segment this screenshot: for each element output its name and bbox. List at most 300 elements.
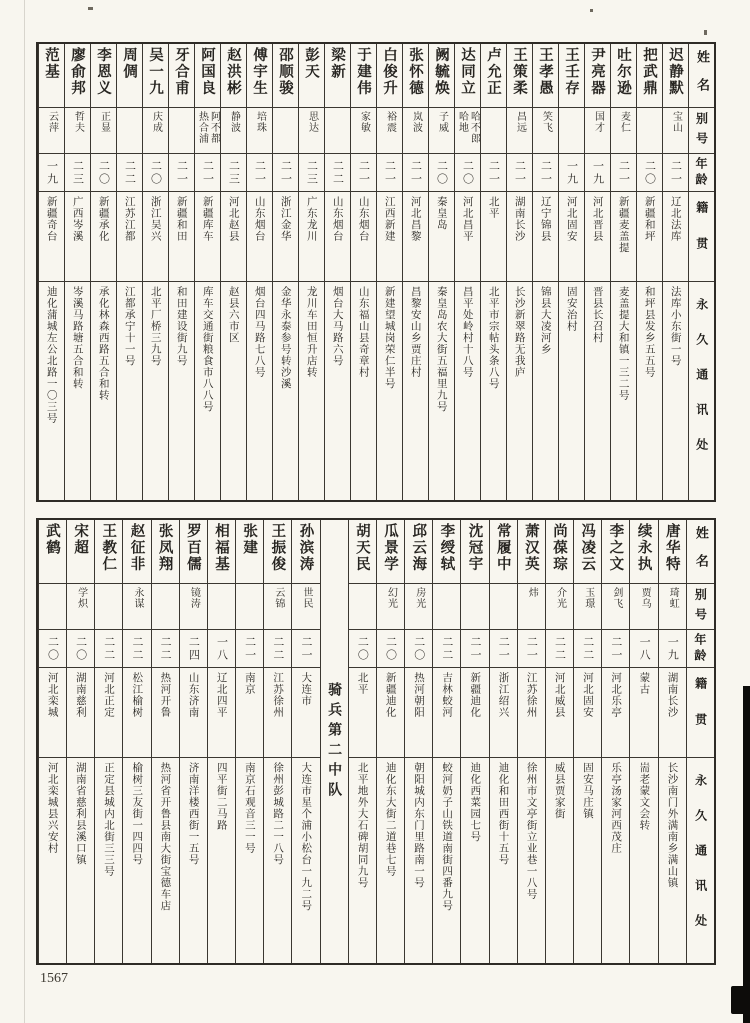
address-cell [95, 758, 122, 963]
person-column [658, 520, 686, 963]
person-address: 济南洋楼西街一五号 [187, 762, 200, 866]
address-cell [574, 758, 601, 963]
alias-cell [247, 108, 272, 154]
person-alias: 玉璟 [582, 587, 594, 609]
name-cell [292, 520, 319, 584]
header-cell-native [689, 192, 714, 282]
alias-cell [481, 108, 506, 154]
age-cell [403, 154, 428, 192]
person-age: 二一 [469, 635, 483, 662]
age-cell [574, 630, 601, 668]
name-cell [117, 44, 142, 108]
person-address: 北平地外大石碑胡同九号 [356, 762, 369, 889]
squadron-label: 骑兵第二中队 [326, 681, 343, 802]
person-name: 冯凌云 [579, 523, 596, 573]
person-name: 阙毓焕 [433, 47, 449, 97]
person-name: 唐华特 [663, 523, 680, 573]
person-native-place: 河北乐亭 [610, 672, 623, 718]
age-cell [351, 154, 376, 192]
person-age: 二〇 [97, 159, 111, 186]
alias-cell [299, 108, 324, 154]
alias-cell [180, 584, 207, 630]
native-place-cell [349, 668, 376, 758]
name-cell [143, 44, 168, 108]
address-cell [247, 282, 272, 500]
native-place-cell [611, 192, 636, 282]
person-age: 二二 [159, 635, 173, 662]
header-alias-label: 别号 [693, 588, 708, 628]
person-age: 二一 [243, 635, 257, 662]
person-age: 二〇 [149, 159, 163, 186]
alias-cell [123, 584, 150, 630]
person-name: 彭天 [303, 47, 319, 80]
person-address: 龙川车田恒升店转 [305, 286, 318, 378]
alias-cell [377, 108, 402, 154]
person-name: 赵征非 [128, 523, 145, 573]
person-native-place: 北平 [487, 196, 500, 219]
person-native-place: 大连市 [300, 672, 313, 707]
person-name: 宋超 [72, 523, 89, 556]
person-column [532, 44, 558, 500]
scan-speck [704, 30, 707, 35]
person-address: 长沙新翠路无我庐 [513, 286, 526, 378]
person-name: 吐尔逊 [615, 47, 631, 97]
native-place-cell [236, 668, 263, 758]
person-column [38, 44, 64, 500]
person-name: 白俊升 [381, 47, 397, 97]
native-place-cell [574, 668, 601, 758]
person-native-place: 河北威县 [553, 672, 566, 718]
person-column [151, 520, 179, 963]
person-name: 张怀德 [407, 47, 423, 97]
person-age: 二一 [497, 635, 511, 662]
person-native-place: 河北固安 [581, 672, 594, 718]
person-native-place: 新疆承化 [97, 196, 110, 242]
person-address: 晋县长召村 [591, 286, 604, 344]
name-cell [247, 44, 272, 108]
person-address: 固安治村 [565, 286, 578, 332]
header-native-label: 籍贯 [694, 201, 709, 273]
address-cell [659, 758, 686, 963]
person-name: 邱云海 [410, 523, 427, 573]
header-cell-name [689, 44, 714, 108]
person-address: 江都承宁十一号 [123, 286, 136, 367]
person-column [348, 520, 376, 963]
native-place-cell [637, 192, 662, 282]
person-column [506, 44, 532, 500]
header-name-label: 姓名 [694, 50, 709, 106]
person-age: 二〇 [435, 159, 449, 186]
address-cell [143, 282, 168, 500]
alias-cell [221, 108, 246, 154]
person-age: 一九 [666, 635, 680, 662]
person-name: 范基 [43, 47, 59, 80]
person-name: 常履中 [494, 523, 511, 573]
header-address-label: 永久通讯处 [693, 774, 708, 949]
person-native-place: 河北赵县 [227, 196, 240, 242]
name-cell [611, 44, 636, 108]
person-alias: 幻光 [385, 587, 397, 609]
header-cell-native [687, 668, 714, 758]
age-cell [117, 154, 142, 192]
name-cell [208, 520, 235, 584]
name-cell [403, 44, 428, 108]
alias-cell [195, 108, 220, 154]
person-column [263, 520, 291, 963]
name-cell [461, 520, 488, 584]
person-alias: 镜涛 [188, 587, 200, 609]
person-name: 把武鼎 [641, 47, 657, 97]
person-column [404, 520, 432, 963]
address-cell [637, 282, 662, 500]
native-place-cell [195, 192, 220, 282]
native-place-cell [39, 668, 66, 758]
alias-cell [663, 108, 688, 154]
address-cell [152, 758, 179, 963]
age-cell [559, 154, 584, 192]
alias-cell [533, 108, 558, 154]
age-cell [490, 630, 517, 668]
native-place-cell [507, 192, 532, 282]
person-alias: 哲夫 [72, 111, 84, 133]
native-place-cell [455, 192, 480, 282]
person-native-place: 新疆奇台 [45, 196, 58, 242]
name-cell [152, 520, 179, 584]
header-cell-alias [689, 108, 714, 154]
address-cell [611, 282, 636, 500]
alias-cell [65, 108, 90, 154]
person-column [122, 520, 150, 963]
name-cell [518, 520, 545, 584]
person-alias: 云萍 [46, 111, 58, 133]
age-cell [349, 630, 376, 668]
name-cell [433, 520, 460, 584]
scan-speck [88, 7, 93, 10]
person-column [64, 44, 90, 500]
alias-cell [292, 584, 319, 630]
native-place-cell [546, 668, 573, 758]
person-age: 二三 [305, 159, 319, 186]
address-cell [455, 282, 480, 500]
person-name: 瓜景学 [382, 523, 399, 573]
age-cell [630, 630, 657, 668]
person-alias: 昌远 [514, 111, 526, 133]
alias-cell [507, 108, 532, 154]
native-place-cell [377, 668, 404, 758]
person-age: 二〇 [461, 159, 475, 186]
address-cell [351, 282, 376, 500]
name-cell [264, 520, 291, 584]
alias-cell [349, 584, 376, 630]
address-cell [490, 758, 517, 963]
person-age: 二〇 [356, 635, 370, 662]
native-place-cell [659, 668, 686, 758]
person-age: 二〇 [74, 635, 88, 662]
alias-cell [546, 584, 573, 630]
native-place-cell [325, 192, 350, 282]
person-alias: 家敏 [358, 111, 370, 133]
address-cell [91, 282, 116, 500]
alias-cell [377, 584, 404, 630]
person-age: 二二 [123, 159, 137, 186]
address-cell [429, 282, 454, 500]
header-cell-age [689, 154, 714, 192]
person-column [376, 520, 404, 963]
age-cell [602, 630, 629, 668]
name-cell [574, 520, 601, 584]
person-address: 迪化和田西街十五号 [497, 762, 510, 866]
table-header-column [686, 520, 714, 963]
person-column [220, 44, 246, 500]
person-name: 达同立 [459, 47, 475, 97]
native-place-cell [663, 192, 688, 282]
native-place-cell [67, 668, 94, 758]
person-age: 二一 [513, 159, 527, 186]
alias-cell [490, 584, 517, 630]
header-cell-address [689, 282, 714, 500]
person-column [517, 520, 545, 963]
person-column [610, 44, 636, 500]
person-address: 蛟河奶子山铁道南街四番九号 [441, 762, 454, 912]
age-cell [433, 630, 460, 668]
roster-table-top [36, 42, 716, 502]
name-cell [546, 520, 573, 584]
person-native-place: 新疆迪化 [384, 672, 397, 718]
person-address: 和田建设街九号 [175, 286, 188, 367]
alias-cell [429, 108, 454, 154]
native-place-cell [39, 192, 64, 282]
person-name: 王振俊 [269, 523, 286, 573]
person-native-place: 江苏徐州 [525, 672, 538, 718]
address-cell [377, 282, 402, 500]
native-place-cell [117, 192, 142, 282]
person-alias: 学炽 [75, 587, 87, 609]
address-cell [39, 282, 64, 500]
name-cell [91, 44, 116, 108]
person-native-place: 广东龙川 [305, 196, 318, 242]
person-address: 正定县城内北街三三号 [103, 762, 116, 877]
person-native-place: 热河开鲁 [159, 672, 172, 718]
person-age: 二二 [581, 635, 595, 662]
person-native-place: 广西岑溪 [71, 196, 84, 242]
person-column [235, 520, 263, 963]
person-address: 南京石观音三一号 [243, 762, 256, 854]
age-cell [39, 630, 66, 668]
person-name: 李恩义 [95, 47, 111, 97]
person-native-place: 山东烟台 [331, 196, 344, 242]
name-cell [349, 520, 376, 584]
age-cell [169, 154, 194, 192]
name-cell [377, 44, 402, 108]
name-cell [507, 44, 532, 108]
person-age: 二一 [201, 159, 215, 186]
address-cell [180, 758, 207, 963]
address-cell [169, 282, 194, 500]
native-place-cell [585, 192, 610, 282]
person-address: 和坪县发乡五五号 [643, 286, 656, 378]
alias-cell [602, 584, 629, 630]
name-cell [602, 520, 629, 584]
person-name: 尹亮器 [589, 47, 605, 97]
person-native-place: 新疆和田 [175, 196, 188, 242]
person-address: 耑老蒙文会转 [638, 762, 651, 831]
person-age: 二二 [553, 635, 567, 662]
name-cell [585, 44, 610, 108]
person-alias: 正显 [98, 111, 110, 133]
person-column [376, 44, 402, 500]
person-age: 二一 [300, 635, 313, 662]
person-alias: 炜 [526, 587, 538, 598]
person-name: 孙滨涛 [297, 523, 314, 573]
person-column [179, 520, 207, 963]
age-cell [264, 630, 291, 668]
person-alias: 介光 [554, 587, 566, 609]
alias-cell [403, 108, 428, 154]
person-name: 王策柔 [511, 47, 527, 97]
address-cell [349, 758, 376, 963]
age-cell [611, 154, 636, 192]
person-native-place: 松江榆树 [131, 672, 144, 718]
age-cell [325, 154, 350, 192]
person-native-place: 河北正定 [103, 672, 116, 718]
person-age: 二一 [669, 159, 683, 186]
person-column [629, 520, 657, 963]
person-address: 榆树三友街一四四号 [131, 762, 144, 866]
header-cell-name [687, 520, 714, 584]
person-alias: 庆成 [150, 111, 162, 133]
person-address: 四平街二马路 [215, 762, 228, 831]
alias-cell [67, 584, 94, 630]
scan-edge-bar [743, 686, 750, 1023]
native-place-cell [299, 192, 324, 282]
native-place-cell [180, 668, 207, 758]
person-alias: 笑飞 [540, 111, 552, 133]
age-cell [221, 154, 246, 192]
person-address: 河北栾城县兴安村 [46, 762, 59, 854]
age-cell [377, 154, 402, 192]
person-age: 二一 [617, 159, 631, 186]
person-alias: 静波 [228, 111, 240, 133]
age-cell [123, 630, 150, 668]
person-column [584, 44, 610, 500]
person-age: 二二 [331, 159, 345, 186]
alias-cell [264, 584, 291, 630]
person-name: 牙合甫 [173, 47, 189, 97]
person-name: 萧汉英 [522, 523, 539, 573]
person-age: 二〇 [412, 635, 426, 662]
address-cell [292, 758, 319, 963]
person-age: 二二 [130, 635, 144, 662]
person-column [94, 520, 122, 963]
alias-cell [143, 108, 168, 154]
person-native-place: 江苏江都 [123, 196, 136, 242]
person-name: 胡天民 [353, 523, 370, 573]
address-cell [299, 282, 324, 500]
person-age: 二三 [227, 159, 241, 186]
person-address: 新建望城岗荣仁半号 [383, 286, 396, 390]
age-cell [247, 154, 272, 192]
person-name: 张凤翔 [156, 523, 173, 573]
header-alias-label: 别号 [694, 112, 709, 152]
person-column [38, 520, 66, 963]
person-age: 一九 [45, 159, 59, 186]
name-cell [273, 44, 298, 108]
native-place-cell [273, 192, 298, 282]
person-name: 周倜 [121, 47, 137, 80]
header-cell-alias [687, 584, 714, 630]
alias-cell [585, 108, 610, 154]
person-name: 罗百儒 [184, 523, 201, 573]
person-name: 卢允正 [485, 47, 501, 97]
person-alias: 国才 [592, 111, 604, 133]
person-address: 麦盖提大和镇一三二号 [617, 286, 630, 401]
age-cell [405, 630, 432, 668]
age-cell [455, 154, 480, 192]
alias-cell [236, 584, 263, 630]
alias-cell [518, 584, 545, 630]
native-place-cell [65, 192, 90, 282]
alias-cell [95, 584, 122, 630]
age-cell [195, 154, 220, 192]
scan-speck [590, 9, 593, 12]
header-cell-address [687, 758, 714, 963]
person-column [207, 520, 235, 963]
alias-cell [637, 108, 662, 154]
person-name: 邵顺骏 [277, 47, 293, 97]
age-cell [67, 630, 94, 668]
address-cell [546, 758, 573, 963]
person-alias: 子威 [436, 111, 448, 133]
age-cell [65, 154, 90, 192]
person-column [350, 44, 376, 500]
person-age: 二〇 [643, 159, 657, 186]
person-column [454, 44, 480, 500]
age-cell [377, 630, 404, 668]
address-cell [123, 758, 150, 963]
person-age: 二一 [279, 159, 293, 186]
person-name: 王壬存 [563, 47, 579, 97]
address-cell [325, 282, 350, 500]
alias-cell [273, 108, 298, 154]
person-column [662, 44, 688, 500]
person-native-place: 河北晋县 [591, 196, 604, 242]
name-cell [325, 44, 350, 108]
person-native-place: 江西新建 [383, 196, 396, 242]
person-column [402, 44, 428, 500]
address-cell [630, 758, 657, 963]
alias-cell [152, 584, 179, 630]
person-column [90, 44, 116, 500]
name-cell [377, 520, 404, 584]
person-column [428, 44, 454, 500]
address-cell [533, 282, 558, 500]
native-place-cell [221, 192, 246, 282]
person-native-place: 河北栾城 [46, 672, 59, 718]
person-alias: 世民 [301, 587, 312, 609]
person-age: 二一 [539, 159, 553, 186]
address-cell [585, 282, 610, 500]
age-cell [208, 630, 235, 668]
person-address: 山东福山县奇章村 [357, 286, 370, 378]
person-column [545, 520, 573, 963]
age-cell [481, 154, 506, 192]
age-cell [152, 630, 179, 668]
native-place-cell [559, 192, 584, 282]
person-address: 长沙南门外满南乡满山镇 [666, 762, 679, 889]
person-address: 岑溪马路塘五合和转 [71, 286, 84, 390]
age-cell [299, 154, 324, 192]
address-cell [117, 282, 142, 500]
